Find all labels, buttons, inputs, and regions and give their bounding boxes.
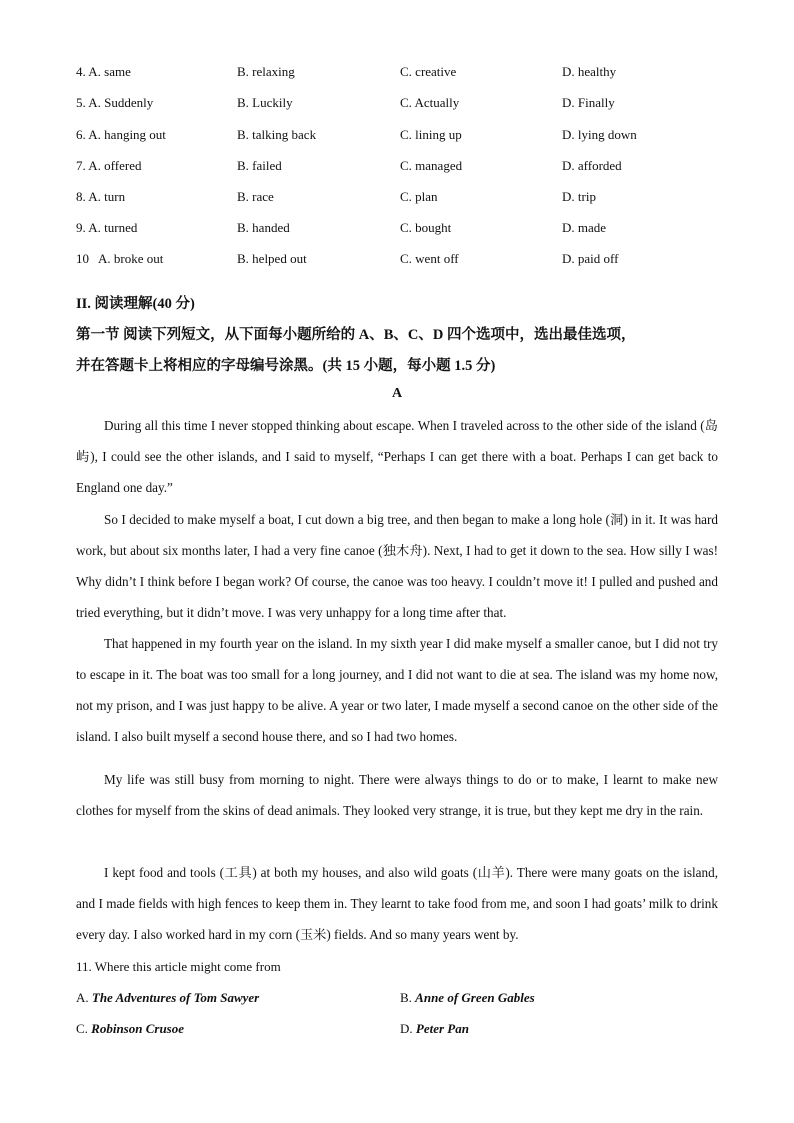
- passage-paragraph-5: I kept food and tools (工具) at both my houses, and also wild goats (山羊). There were many goats on the island, and I made fields with high fences to keep them in. They learnt to take food from me, and soon I had goats’ milk to drink every day. I also worked hard in my corn (玉米) fields. And so many years went by.: [76, 865, 718, 943]
- option-c-title: Robinson Crusoe: [91, 1021, 185, 1036]
- option-9-b: B. handed: [237, 220, 290, 235]
- option-8-b: B. race: [237, 189, 274, 204]
- passage-paragraph-1: During all this time I never stopped thinking about escape. When I traveled across to the other side of the island (岛屿), I could see the other islands, and I said to myself, “Perhaps I can get there with a boat. Perhaps I can get back to England one day.”: [76, 418, 718, 496]
- section-heading: II. 阅读理解(40 分): [76, 296, 195, 312]
- option-10-a: 10 A. broke out: [76, 251, 164, 266]
- passage-paragraph-2: So I decided to make myself a boat, I cut down a big tree, and then began to make a long hole (洞) in it. It was hard work, but about six months later, I had a very fine canoe (独木舟). Next, I had to get it down to the sea. How silly I was! Why didn’t I think before I began work? Of course, the canoe was too heavy. I couldn’t move it! I pulled and pushed and tried everything, but it didn’t move. I was very unhappy for a long time after that.: [76, 512, 718, 621]
- option-5-d: D. Finally: [562, 95, 615, 110]
- question-11-option-b: [400, 990, 535, 1006]
- passage-paragraph-4: My life was still busy from morning to night. There were always things to do or to make, I learnt to make new clothes for myself from the skins of dead animals. They looked very strange, it is true, but they kept me dry in the rain.: [76, 772, 718, 819]
- option-8-c: C. plan: [400, 189, 438, 204]
- passage-label: A: [391, 386, 403, 401]
- question-11-stem: 11. Where this article might come from: [76, 959, 281, 974]
- section-instruction-line2: 并在答题卡上将相应的字母编号涂黑。(共 15 小题，每小题 1.5 分): [76, 358, 496, 374]
- option-10-c: C. went off: [400, 251, 459, 266]
- option-5-c: C. Actually: [400, 95, 460, 110]
- option-6-a: 6. A. hanging out: [76, 127, 166, 142]
- option-b-prefix: B.: [400, 990, 412, 1005]
- option-9-c: C. bought: [400, 220, 452, 235]
- option-9-a: 9. A. turned: [76, 220, 138, 235]
- option-7-d: D. afforded: [562, 158, 622, 173]
- option-8-d: D. trip: [562, 189, 596, 204]
- option-4-c: C. creative: [400, 64, 457, 79]
- option-5-b: B. Luckily: [237, 95, 293, 110]
- option-7-c: C. managed: [400, 158, 463, 173]
- option-d-title: Peter Pan: [415, 1021, 469, 1036]
- option-d-prefix: D.: [400, 1021, 413, 1036]
- question-11-option-a: [76, 990, 259, 1006]
- option-4-b: B. relaxing: [237, 64, 295, 79]
- question-11-option-c: [76, 1021, 184, 1037]
- option-10-b: B. helped out: [237, 251, 307, 266]
- passage-paragraph-3: That happened in my fourth year on the island. In my sixth year I did make myself a smaller canoe, but I did not try to escape in it. The boat was too small for a long journey, and I did not want to die at sea. The island was my home now, not my prison, and I was just happy to be alive. A year or two later, I made myself a second canoe on the other side of the island. I also built myself a second house there, and so I had two homes.: [76, 636, 718, 745]
- option-a-title: The Adventures of Tom Sawyer: [91, 990, 260, 1005]
- option-c-prefix: C.: [76, 1021, 88, 1036]
- option-7-b: B. failed: [237, 158, 282, 173]
- option-8-a: 8. A. turn: [76, 189, 126, 204]
- option-4-d: D. healthy: [562, 64, 617, 79]
- option-a-prefix: A.: [76, 990, 89, 1005]
- option-6-c: C. lining up: [400, 127, 462, 142]
- option-6-b: B. talking back: [237, 127, 317, 142]
- question-11-option-d: [400, 1021, 469, 1037]
- option-4-a: 4. A. same: [76, 64, 131, 79]
- option-6-d: D. lying down: [562, 127, 637, 142]
- option-5-a: 5. A. Suddenly: [76, 95, 154, 110]
- option-7-a: 7. A. offered: [76, 158, 142, 173]
- option-10-d: D. paid off: [562, 251, 619, 266]
- option-b-title: Anne of Green Gables: [415, 990, 535, 1005]
- option-9-d: D. made: [562, 220, 607, 235]
- section-instruction-line1: 第一节 阅读下列短文，从下面每小题所给的 A、B、C、D 四个选项中，选出最佳选项，: [76, 327, 636, 343]
